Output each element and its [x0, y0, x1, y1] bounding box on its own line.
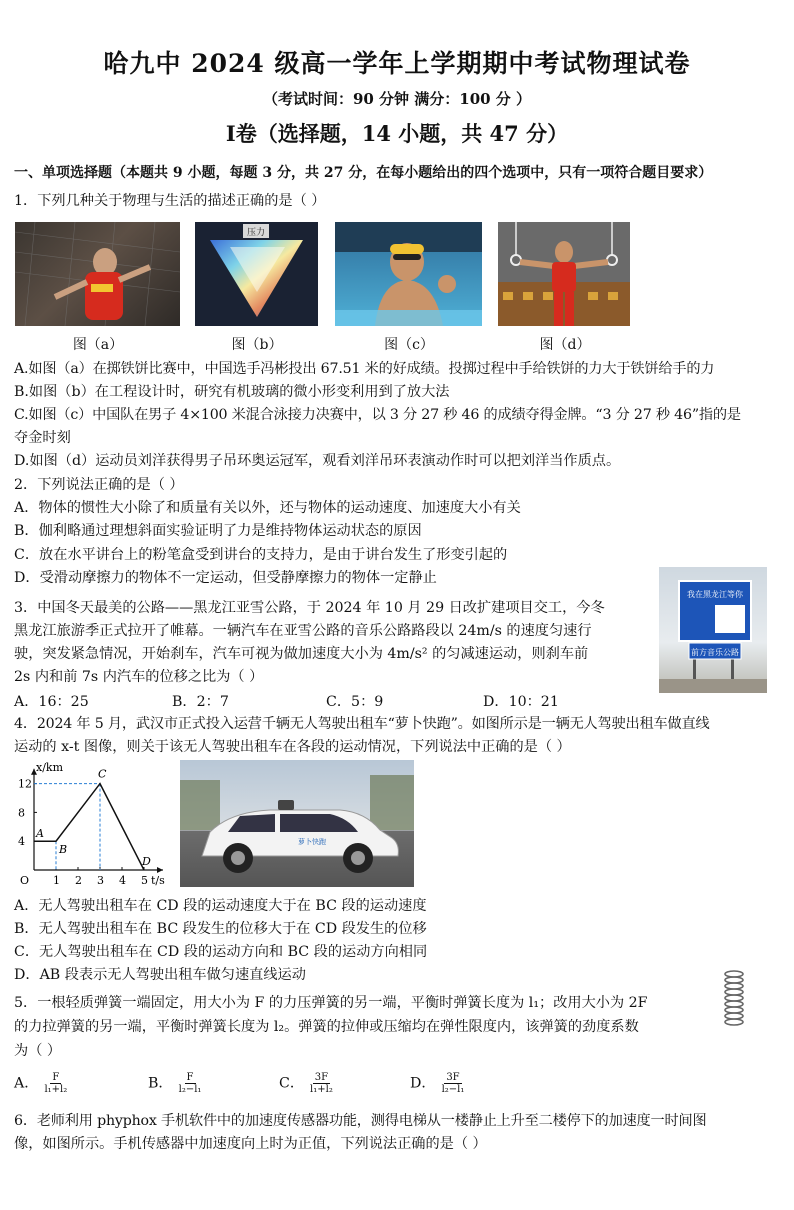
- x-tick-label: 3: [97, 874, 104, 887]
- photo-discus-thrower: [15, 222, 180, 326]
- q4-line-1: 4．2024 年 5 月，武汉市正式投入运营千辆无人驾驶出租车“萝卜快跑”。如图所示是一辆无人驾驶出租车做直线: [14, 716, 710, 732]
- x-tick-label: 2: [75, 874, 82, 887]
- q5-line-1: 5．一根轻质弹簧一端固定，用大小为 F 的力压弹簧的另一端，平衡时弹簧长度为 l₁；改用大小为 2F: [14, 995, 648, 1011]
- q2-option-a: A．物体的惯性大小除了和质量有关以外，还与物体的运动速度、加速度大小有关: [14, 500, 521, 516]
- y-axis-label: x/km: [36, 760, 64, 774]
- q3-option-d: D．10：21: [483, 694, 559, 710]
- photo-swimmer: [335, 222, 482, 326]
- q1-option-c: C.如图（c）中国队在男子 4×100 米混合泳接力决赛中，以 3 分 27 秒 46 的成绩夺得金牌。“3 分 27 秒 46”指的是: [14, 407, 741, 423]
- q5-line-3: 为（ ）: [14, 1043, 62, 1059]
- origin-label: O: [20, 874, 30, 887]
- q4-option-c: C．无人驾驶出租车在 CD 段的运动方向和 BC 段的运动方向相同: [14, 944, 428, 960]
- q4-option-b: B．无人驾驶出租车在 BC 段发生的位移大于在 CD 段发生的位移: [14, 921, 427, 937]
- q4-option-d: D．AB 段表示无人驾驶出租车做匀速直线运动: [14, 967, 306, 983]
- volume-heading: I卷（选择题，14 小题，共 47 分）: [225, 121, 569, 146]
- photo-stress-optics: [195, 222, 318, 326]
- x-tick-label: 1: [53, 874, 60, 887]
- stress-label: 压力: [246, 228, 266, 238]
- q1-option-a: A.如图（a）在掷铁饼比赛中，中国选手冯彬投出 67.51 米的好成绩。投掷过程中手给铁饼的力大于铁饼给手的力: [14, 361, 715, 377]
- x-axis-label: t/s: [151, 874, 165, 887]
- y-tick-label: 12: [18, 777, 32, 791]
- q1-option-c-cont: 夺金时刻: [14, 430, 71, 446]
- exam-title: 哈九中 2024 级高一学年上学期期中考试物理试卷: [103, 49, 691, 78]
- point-label-d: D: [142, 855, 151, 868]
- exam-subtitle: （考试时间：90 分钟 满分：100 分 ）: [262, 90, 532, 108]
- spring-icon: [722, 968, 746, 1026]
- photo-road-sign: [659, 567, 767, 693]
- q1-option-b: B.如图（b）在工程设计时，研究有机玻璃的微小形变利用到了放大法: [14, 384, 450, 400]
- y-tick-label: 4: [18, 835, 25, 849]
- q3-line-1: 3．中国冬天最美的公路——黑龙江亚雪公路，于 2024 年 10 月 29 日改扩建项目交工，今冬: [14, 600, 605, 616]
- q5-option-c: C． $\frac{3F}{\text{l₁+l₂}}$: [279, 1072, 333, 1095]
- q2-option-b: B．伽利略通过理想斜面实验证明了力是维持物体运动状态的原因: [14, 523, 422, 539]
- point-label-c: C: [98, 767, 107, 781]
- q4-line-2: 运动的 x-t 图像，则关于该无人驾驶出租车在各段的运动情况，下列说法中正确的是（ ）: [14, 739, 571, 755]
- q3-line-2: 黑龙江旅游季正式拉开了帷幕。一辆汽车在亚雪公路的音乐公路路段以 24m/s 的速度匀速行: [14, 623, 592, 639]
- q5-option-d: D． $\frac{3F}{\text{l₂−l₁}}$: [410, 1072, 465, 1095]
- xt-line: [34, 784, 144, 870]
- x-axis-arrow: [157, 867, 163, 873]
- photo-rings-gymnast: [498, 222, 630, 326]
- q3-option-a: A．16：25: [14, 694, 89, 710]
- q6-line-2: 像，如图所示。手机传感器中加速度向上时为正值，下列说法正确的是（ ）: [14, 1136, 487, 1152]
- q5-option-a: A． $\frac{F}{\text{l₁+l₂}}$: [14, 1072, 68, 1095]
- photo-robotaxi: [180, 760, 414, 887]
- caption-c: 图（c）: [384, 337, 434, 353]
- caption-d: 图（d）: [539, 337, 591, 353]
- q3-option-c: C．5：9: [326, 694, 384, 710]
- q4-option-a: A．无人驾驶出租车在 CD 段的运动速度大于在 BC 段的运动速度: [14, 898, 427, 914]
- point-label-b: B: [59, 843, 68, 857]
- q5-line-2: 的力拉弹簧的另一端，平衡时弹簧长度为 l₂。弹簧的拉伸或压缩均在弹性限度内，该弹簧的劲度系数: [14, 1019, 639, 1035]
- point-label-a: A: [36, 827, 44, 841]
- x-tick-label: 4: [119, 874, 126, 887]
- q2-stem: 2．下列说法正确的是（ ）: [14, 477, 184, 493]
- q2-option-d: D．受滑动摩擦力的物体不一定运动，但受静摩擦力的物体一定静止: [14, 570, 437, 586]
- section-heading: 一、单项选择题（本题共 9 小题，每题 3 分，共 27 分，在每小题给出的四个选项中，只有一项符合题目要求）: [14, 165, 713, 181]
- car-logo: 萝卜快跑: [298, 838, 326, 846]
- q3-option-b: B．2：7: [172, 694, 229, 710]
- caption-b: 图（b）: [231, 337, 283, 353]
- y-tick-label: 8: [18, 806, 25, 820]
- sign-slogan: 我在黑龙江等你: [687, 590, 743, 599]
- q1-option-d: D.如图（d）运动员刘洋获得男子吊环奥运冠军，观看刘洋吊环表演动作时可以把刘洋当作质点。: [14, 453, 621, 469]
- q5-option-b: B． $\frac{F}{\text{l₂−l₁}}$: [148, 1072, 202, 1095]
- xt-graph: [16, 758, 166, 890]
- caption-a: 图（a）: [72, 337, 124, 353]
- x-tick-label: 5: [141, 874, 148, 887]
- q6-line-1: 6．老师利用 phyphox 手机软件中的加速度传感器功能，测得电梯从一楼静止上升至二楼停下的加速度一时间图: [14, 1113, 707, 1129]
- q2-option-c: C．放在水平讲台上的粉笔盒受到讲台的支持力，是由于讲台发生了形变引起的: [14, 547, 508, 563]
- q1-stem: 1．下列几种关于物理与生活的描述正确的是（ ）: [14, 193, 326, 209]
- q3-line-3: 驶，突发紧急情况，开始刹车，汽车可视为做加速度大小为 4m/s² 的匀减速运动，则刹车前: [14, 646, 589, 662]
- q3-line-4: 2s 内和前 7s 内汽车的位移之比为（ ）: [14, 669, 264, 685]
- sign-plate: 前方音乐公路: [691, 648, 739, 657]
